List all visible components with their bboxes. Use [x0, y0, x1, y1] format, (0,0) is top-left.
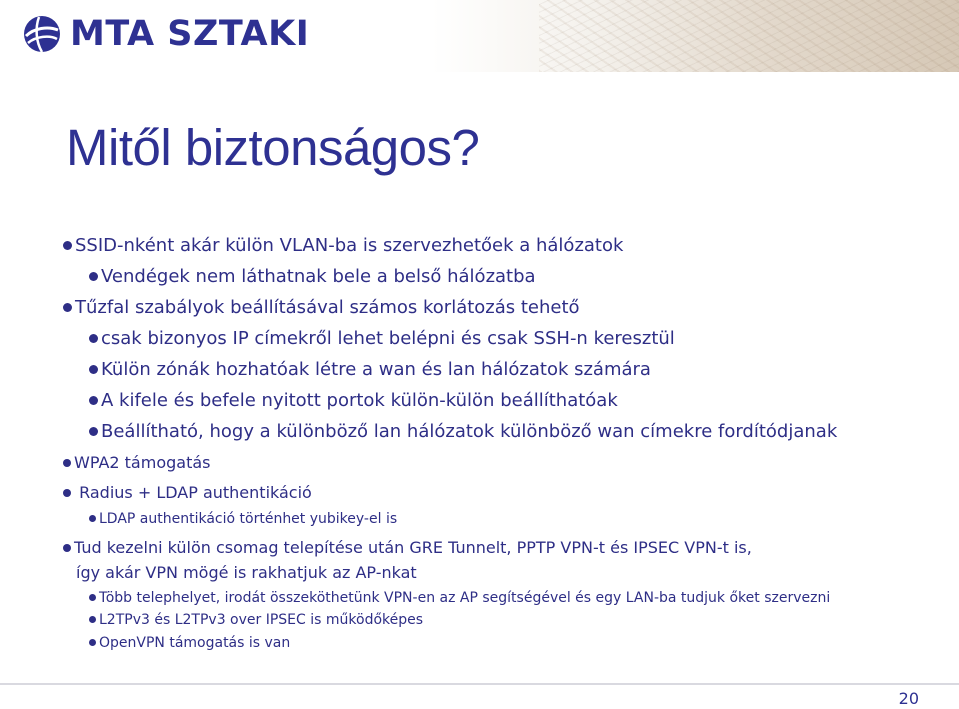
- bullet-item: [89, 359, 651, 380]
- bullet-dot-icon: [63, 459, 71, 467]
- globe-icon: [22, 14, 62, 54]
- bullet-item: [89, 390, 618, 411]
- bullet-text: Tűzfal szabályok beállításával számos korlátozás tehető: [75, 297, 580, 318]
- bullet-dot-icon: [63, 241, 72, 250]
- bullet-item: [63, 453, 210, 472]
- logo-text: MTA SZTAKI: [70, 14, 310, 54]
- bullet-item: [89, 328, 675, 349]
- bullet-dot-icon: [89, 396, 98, 405]
- bullet-dot-icon: [89, 594, 96, 601]
- bullet-text: Beállítható, hogy a különböző lan hálózatok különböző wan címekre fordítódjanak: [101, 421, 838, 442]
- bullet-text: Külön zónák hozhatóak létre a wan és lan hálózatok számára: [101, 359, 651, 380]
- bullet-dot-icon: [89, 365, 98, 374]
- bullet-text: OpenVPN támogatás is van: [99, 635, 291, 651]
- bullet-item: [89, 590, 830, 606]
- bullet-dot-icon: [89, 427, 98, 436]
- bullet-text: Több telephelyet, irodát összeköthetünk VPN-en az AP segítségével és egy LAN-ba tudjuk őket szervezni: [99, 590, 831, 606]
- bullet-text: WPA2 támogatás: [74, 453, 211, 472]
- bullet-dot-icon: [89, 272, 98, 281]
- bullet-item: [63, 297, 580, 318]
- page-number: 20: [898, 689, 919, 708]
- footer-divider: [0, 683, 959, 685]
- bullet-item: [63, 538, 752, 557]
- logo: [22, 14, 309, 54]
- bullet-item: [89, 266, 536, 287]
- bullet-dot-icon: [89, 334, 98, 343]
- bullet-text: csak bizonyos IP címekről lehet belépni és csak SSH-n keresztül: [101, 328, 675, 349]
- bullet-text: így akár VPN mögé is rakhatjuk az AP-nkat: [76, 563, 417, 582]
- bullet-text: Radius + LDAP authentikáció: [74, 483, 312, 502]
- banner-texture: [539, 0, 959, 72]
- bullet-dot-icon: [89, 616, 96, 623]
- bullet-dot-icon: [89, 639, 96, 646]
- bullet-dot-icon: [63, 489, 71, 497]
- bullet-item: [63, 483, 312, 502]
- bullet-item: [63, 235, 623, 256]
- bullet-dot-icon: [63, 544, 71, 552]
- bullet-text: L2TPv3 és L2TPv3 over IPSEC is működőképes: [99, 612, 424, 628]
- bullet-text: Vendégek nem láthatnak bele a belső hálózatba: [101, 266, 536, 287]
- bullet-text: SSID-nként akár külön VLAN-ba is szervezhetőek a hálózatok: [75, 235, 624, 256]
- bullet-item: [89, 612, 423, 628]
- bullet-text: Tud kezelni külön csomag telepítése után GRE Tunnelt, PPTP VPN-t és IPSEC VPN-t is,: [74, 538, 752, 557]
- bullet-dot-icon: [63, 303, 72, 312]
- bullet-item: [89, 635, 290, 651]
- bullet-text: A kifele és befele nyitott portok külön-külön beállíthatóak: [101, 390, 618, 411]
- header-banner: [0, 0, 959, 72]
- bullet-continuation: [76, 563, 417, 582]
- bullet-text: LDAP authentikáció történhet yubikey-el is: [99, 511, 398, 527]
- slide-title: Mitől biztonságos?: [66, 119, 480, 176]
- bullet-item: [89, 421, 837, 442]
- bullet-item: [89, 511, 397, 527]
- bullet-dot-icon: [89, 515, 96, 522]
